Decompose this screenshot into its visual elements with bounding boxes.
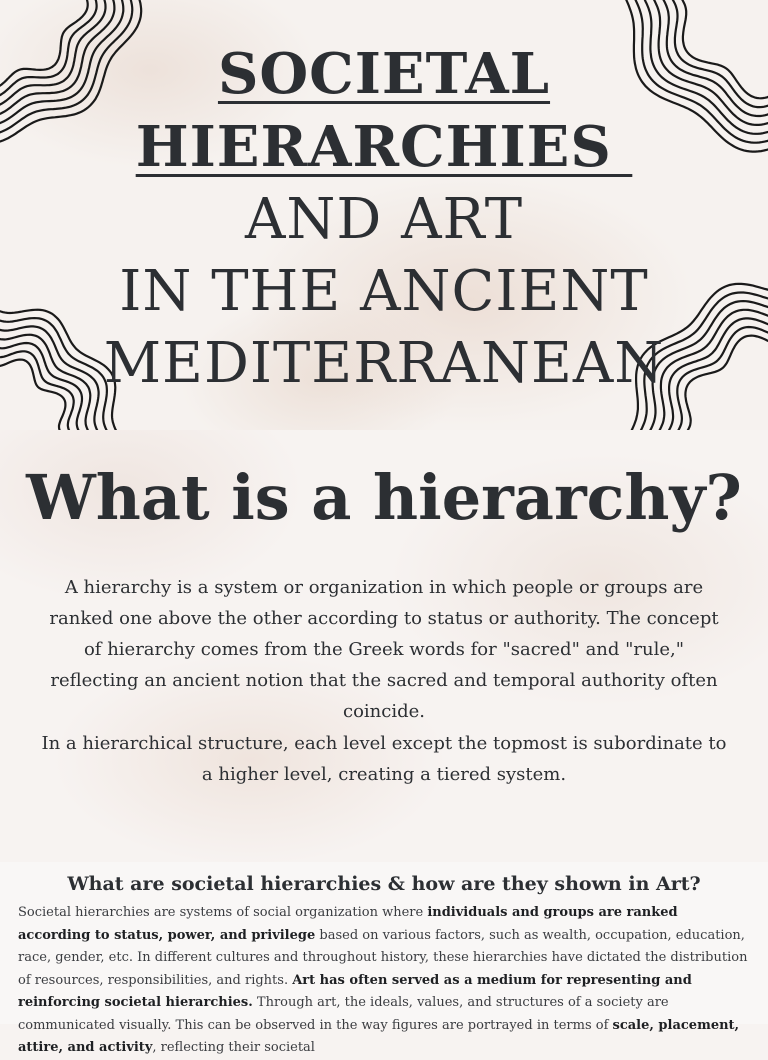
societal-body [18,902,750,1060]
definition-heading: What is a hierarchy? [26,461,742,534]
societal-heading: What are societal hierarchies & how are they shown in Art? [67,873,701,895]
title-hierarchies: HIERARCHIES [135,114,633,180]
definition-slide [0,430,768,862]
societal-text-1: Societal hierarchies are systems of social organization where [18,905,428,920]
societal-bold-1: individuals and groups are ranked according to status, power, and privilege [18,905,678,943]
title-societal: SOCIETAL [217,41,551,107]
definition-paragraph-1: A hierarchy is a system or organization in which people or groups are ranked one above the other according to status or authority. The concept of hierarchy comes from the Greek words for "sacred" and "rule," reflecting an ancient notion that the sacred and temporal authority often coincide. [49,577,719,722]
cover-title [0,38,768,400]
societal-text-4: , reflecting their societal [152,1040,315,1055]
societal-bold-2: Art has often served as a medium for representing and reinforcing societal hierarchies. [18,972,692,1010]
definition-paragraph-2: In a hierarchical structure, each level except the topmost is subordinate to a higher level, creating a tiered system. [41,733,727,785]
societal-bold-3: scale, placement, attire, and activity [18,1017,740,1055]
title-mediterranean: MEDITERRANEAN [103,331,665,396]
societal-text-2: based on various factors, such as wealth, occupation, education, race, gender, etc. In different cultures and throughout history, these hierarchies have dictated the distribution of resources, responsibilities, and rights. [18,927,748,988]
cover-slide [0,0,768,430]
societal-slide [0,862,768,1055]
societal-text-3: Through art, the ideals, values, and structures of a society are communicated visually. This can be observed in the way figures are portrayed in terms of [18,995,669,1033]
title-and-art: AND ART [244,187,524,252]
title-in-the-ancient: IN THE ANCIENT [119,259,649,324]
